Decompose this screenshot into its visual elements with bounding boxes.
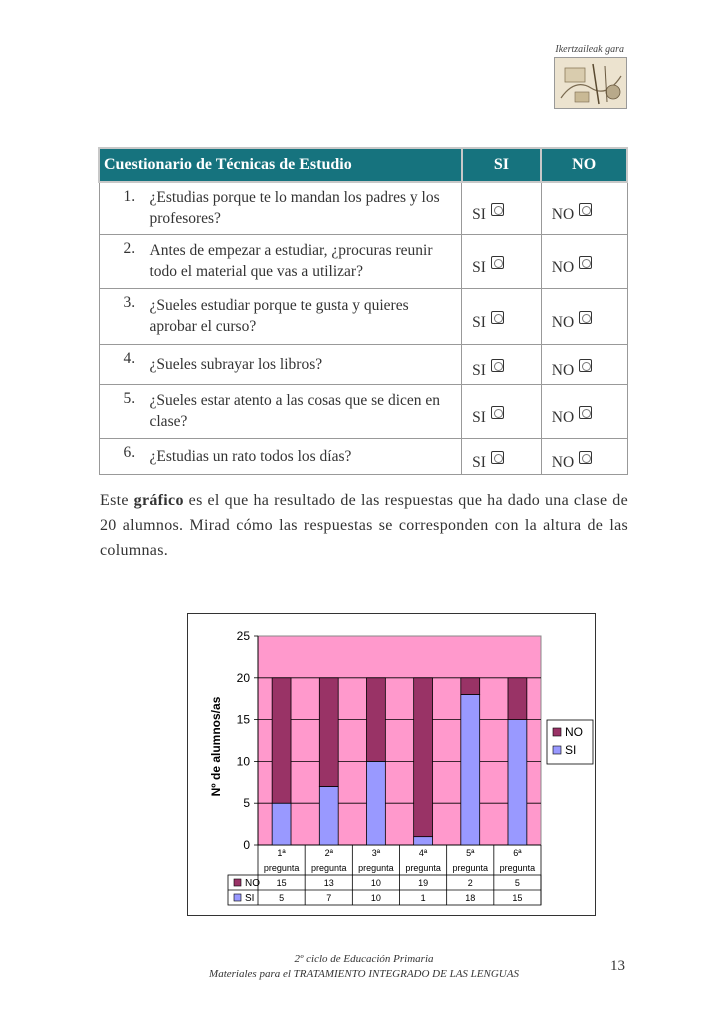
questionnaire-title: Cuestionario de Técnicas de Estudio bbox=[99, 148, 462, 182]
column-si-header: SI bbox=[462, 148, 542, 182]
data-table-value: 19 bbox=[418, 878, 429, 888]
footer-materials: Materiales para el TRATAMIENTO INTEGRADO DE LAS LENGUAS bbox=[209, 968, 519, 980]
x-category-number: 1ª bbox=[277, 848, 286, 858]
question-text: ¿Sueles subrayar los libros? bbox=[149, 355, 323, 373]
questionnaire-header-row bbox=[99, 148, 627, 182]
bar-si bbox=[366, 761, 385, 845]
x-category-label: pregunta bbox=[452, 863, 489, 873]
questionnaire-table bbox=[98, 147, 628, 475]
si-checkbox[interactable] bbox=[491, 203, 504, 216]
si-label: SI bbox=[472, 408, 486, 426]
no-checkbox[interactable] bbox=[579, 406, 592, 419]
y-tick-label: 10 bbox=[236, 754, 250, 769]
data-table-value: 7 bbox=[326, 893, 332, 903]
question-text: ¿Estudias porque te lo mandan los padres y los profesores? bbox=[149, 189, 440, 228]
header-tag: Ikertzaileak gara bbox=[555, 44, 624, 55]
header-illustration bbox=[554, 57, 627, 109]
bar-si bbox=[272, 803, 291, 845]
x-category-number: 2ª bbox=[324, 848, 333, 858]
data-table-value: 5 bbox=[279, 893, 285, 903]
no-checkbox[interactable] bbox=[579, 451, 592, 464]
y-tick-label: 0 bbox=[243, 838, 250, 852]
no-label: NO bbox=[551, 205, 575, 223]
x-category-label: pregunta bbox=[358, 863, 394, 873]
question-number: 4. bbox=[123, 349, 136, 367]
plot-area bbox=[258, 636, 541, 845]
bar-si bbox=[461, 695, 480, 845]
data-table-value: 5 bbox=[514, 878, 520, 888]
y-axis-label: Nº de alumnos/as bbox=[209, 696, 223, 797]
chart-container bbox=[187, 613, 596, 916]
legend-label: NO bbox=[565, 725, 583, 739]
no-label: NO bbox=[551, 361, 575, 379]
data-table-value: 10 bbox=[370, 893, 381, 903]
bar-no bbox=[272, 678, 291, 803]
si-checkbox[interactable] bbox=[491, 311, 504, 324]
question-row bbox=[99, 384, 627, 438]
no-checkbox[interactable] bbox=[579, 203, 592, 216]
question-number: 2. bbox=[123, 239, 136, 257]
legend-label: SI bbox=[565, 743, 577, 757]
x-category-number: 5ª bbox=[466, 848, 475, 858]
x-category-label: pregunta bbox=[499, 863, 536, 873]
bar-no bbox=[319, 678, 338, 787]
si-label: SI bbox=[472, 205, 486, 223]
question-row bbox=[99, 234, 627, 288]
no-label: NO bbox=[551, 408, 575, 426]
y-tick-label: 20 bbox=[236, 670, 250, 685]
question-number: 1. bbox=[123, 188, 136, 205]
y-tick-label: 25 bbox=[236, 629, 250, 643]
question-row bbox=[99, 288, 627, 344]
data-table-series-label: NO bbox=[245, 878, 260, 889]
legend-swatch bbox=[553, 746, 561, 754]
no-checkbox[interactable] bbox=[579, 256, 592, 269]
question-number: 6. bbox=[123, 443, 136, 461]
data-table-value: 15 bbox=[512, 893, 523, 903]
no-label: NO bbox=[551, 313, 575, 331]
x-category-label: pregunta bbox=[310, 863, 347, 873]
question-number: 5. bbox=[123, 389, 136, 407]
no-label: NO bbox=[551, 258, 575, 276]
question-row bbox=[99, 344, 627, 384]
paragraph-bold: gráfico bbox=[133, 492, 184, 509]
y-tick-label: 5 bbox=[243, 796, 250, 811]
si-checkbox[interactable] bbox=[491, 256, 504, 269]
no-checkbox[interactable] bbox=[579, 359, 592, 372]
bar-si bbox=[508, 720, 527, 845]
paragraph-post: es el que ha resultado de las respuestas que ha dado una clase de 20 alumnos. Mirad cómo las respuestas se corresponden con la altura de las columnas. bbox=[100, 492, 628, 559]
explanation-paragraph bbox=[100, 488, 628, 563]
no-checkbox[interactable] bbox=[579, 311, 592, 324]
question-row bbox=[99, 438, 627, 474]
legend-swatch bbox=[553, 728, 561, 736]
data-table-value: 13 bbox=[323, 878, 334, 888]
si-label: SI bbox=[472, 258, 486, 276]
stacked-bar-chart bbox=[188, 614, 597, 917]
question-number: 3. bbox=[123, 293, 136, 311]
bar-no bbox=[366, 678, 385, 762]
data-table-swatch bbox=[234, 894, 241, 901]
si-label: SI bbox=[472, 313, 486, 331]
question-text: ¿Estudias un rato todos los días? bbox=[149, 447, 352, 465]
bar-no bbox=[461, 678, 480, 695]
paragraph-pre: Este bbox=[100, 492, 134, 509]
data-table-value: 18 bbox=[465, 893, 476, 903]
y-tick-label: 15 bbox=[236, 712, 250, 727]
si-label: SI bbox=[472, 453, 486, 471]
question-text: ¿Sueles estudiar porque te gusta y quieres aprobar el curso? bbox=[149, 297, 409, 335]
x-category-number: 4ª bbox=[418, 848, 428, 858]
bar-si bbox=[414, 837, 433, 845]
si-checkbox[interactable] bbox=[491, 359, 504, 372]
data-table-series-label: SI bbox=[245, 893, 255, 904]
bar-no bbox=[414, 678, 433, 837]
question-text: Antes de empezar a estudiar, ¿procuras reunir todo el material que vas a utilizar? bbox=[149, 242, 433, 280]
question-text: ¿Sueles estar atento a las cosas que se dicen en clase? bbox=[149, 392, 441, 430]
si-checkbox[interactable] bbox=[491, 406, 504, 419]
si-label: SI bbox=[472, 361, 486, 379]
bar-no bbox=[508, 678, 527, 720]
data-table-swatch bbox=[234, 879, 241, 886]
data-table-value: 10 bbox=[370, 878, 381, 888]
x-category-number: 6ª bbox=[513, 848, 522, 858]
bar-si bbox=[319, 786, 338, 845]
question-row bbox=[99, 182, 627, 234]
x-category-label: pregunta bbox=[263, 863, 300, 873]
data-table-value: 2 bbox=[467, 878, 473, 888]
x-category-label: pregunta bbox=[405, 863, 441, 873]
no-label: NO bbox=[551, 453, 575, 471]
data-table-value: 1 bbox=[420, 893, 426, 903]
data-table-value: 15 bbox=[276, 878, 287, 888]
page-number: 13 bbox=[610, 958, 625, 974]
column-no-header: NO bbox=[541, 148, 627, 182]
si-checkbox[interactable] bbox=[491, 451, 504, 464]
footer-cycle: 2º ciclo de Educación Primaria bbox=[294, 953, 434, 965]
x-category-number: 3ª bbox=[371, 848, 381, 858]
